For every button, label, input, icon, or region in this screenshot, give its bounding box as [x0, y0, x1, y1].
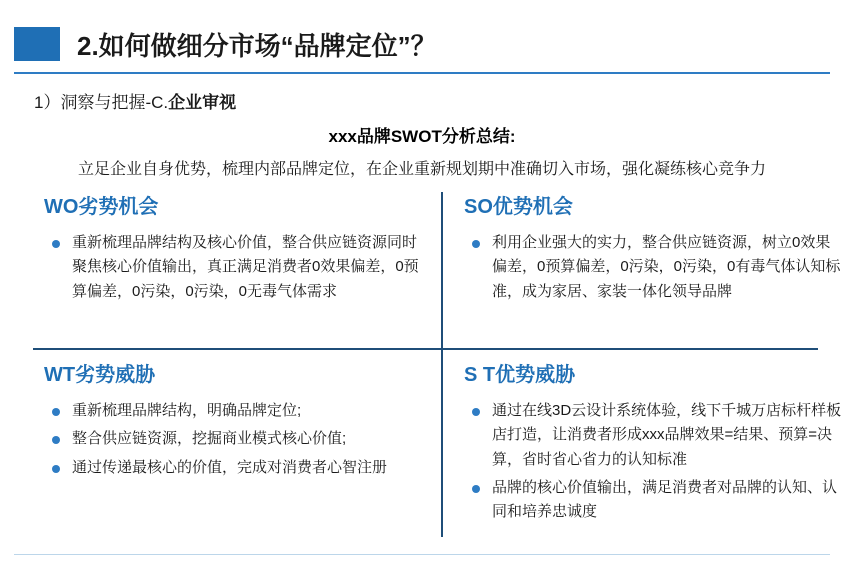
quadrant-wt	[38, 358, 423, 484]
bullet-icon	[52, 240, 60, 248]
quadrant-wo-list	[38, 231, 423, 304]
swot-summary-title: xxx品牌SWOT分析总结:	[328, 127, 516, 146]
sub-heading-strong: 企业审视	[168, 93, 237, 112]
title-underline	[14, 72, 830, 74]
list-item	[46, 231, 423, 304]
list-item-text: 整合供应链资源，挖掘商业模式核心价值;	[72, 430, 347, 448]
bullet-icon	[52, 436, 60, 444]
swot-summary-description: 立足企业自身优势，梳理内部品牌定位，在企业重新规划期中准确切入市场，强化凝练核心竞争力	[77, 161, 766, 178]
list-item-text: 通过在线3D云设计系统体验，线下千城万店标杆样板店打造，让消费者形成xxx品牌效果=结果、预算=决算，省时省心省力的认知标准	[492, 402, 842, 468]
quadrant-so	[458, 190, 843, 308]
quadrant-wt-list	[38, 399, 423, 480]
list-item-text: 品牌的核心价值输出，满足消费者对品牌的认知、认同和培养忠诚度	[492, 478, 838, 521]
quadrant-so-title: SO优势机会	[464, 196, 573, 218]
quadrant-st-title: S T优势威胁	[464, 364, 576, 386]
list-item	[466, 399, 843, 472]
bullet-icon	[472, 408, 480, 416]
bullet-icon	[472, 240, 480, 248]
quadrant-wt-title: WT劣势威胁	[44, 364, 156, 386]
list-item-text: 利用企业强大的实力，整合供应链资源，树立0效果偏差，0预算偏差，0污染，0污染，0有毒气体认知标准，成为家居、家装一体化领导品牌	[492, 234, 841, 300]
quadrant-wo	[38, 190, 423, 308]
quadrant-wo-title: WO劣势机会	[44, 196, 159, 218]
list-item-text: 重新梳理品牌结构及核心价值，整合供应链资源同时聚焦核心价值输出，真正满足消费者0效果偏差，0预算偏差，0污染，0污染，0无毒气体需求	[72, 234, 419, 300]
list-item-text: 重新梳理品牌结构，明确品牌定位;	[72, 402, 302, 419]
list-item	[46, 427, 423, 451]
quadrant-so-list	[458, 231, 843, 304]
title-accent-marker	[14, 27, 60, 61]
list-item	[46, 399, 423, 423]
list-item	[46, 456, 423, 480]
quadrant-st	[458, 358, 843, 528]
swot-matrix	[30, 190, 842, 540]
bullet-icon	[52, 465, 60, 473]
sub-heading-text: 洞察与把握-C.	[60, 93, 169, 112]
quadrant-st-list	[458, 399, 843, 524]
list-item	[466, 231, 843, 304]
bullet-icon	[472, 485, 480, 493]
matrix-vertical-divider	[441, 192, 443, 537]
sub-heading-number: 1）	[34, 93, 61, 112]
bullet-icon	[52, 408, 60, 416]
list-item-text: 通过传递最核心的价值，完成对消费者心智注册	[72, 458, 388, 476]
sub-heading	[34, 88, 236, 113]
page-title: 2.如何做细分市场“品牌定位”？	[77, 30, 437, 61]
list-item	[466, 476, 843, 525]
footer-divider	[14, 554, 830, 555]
slide-title-row	[0, 22, 844, 66]
matrix-horizontal-divider	[33, 348, 818, 350]
